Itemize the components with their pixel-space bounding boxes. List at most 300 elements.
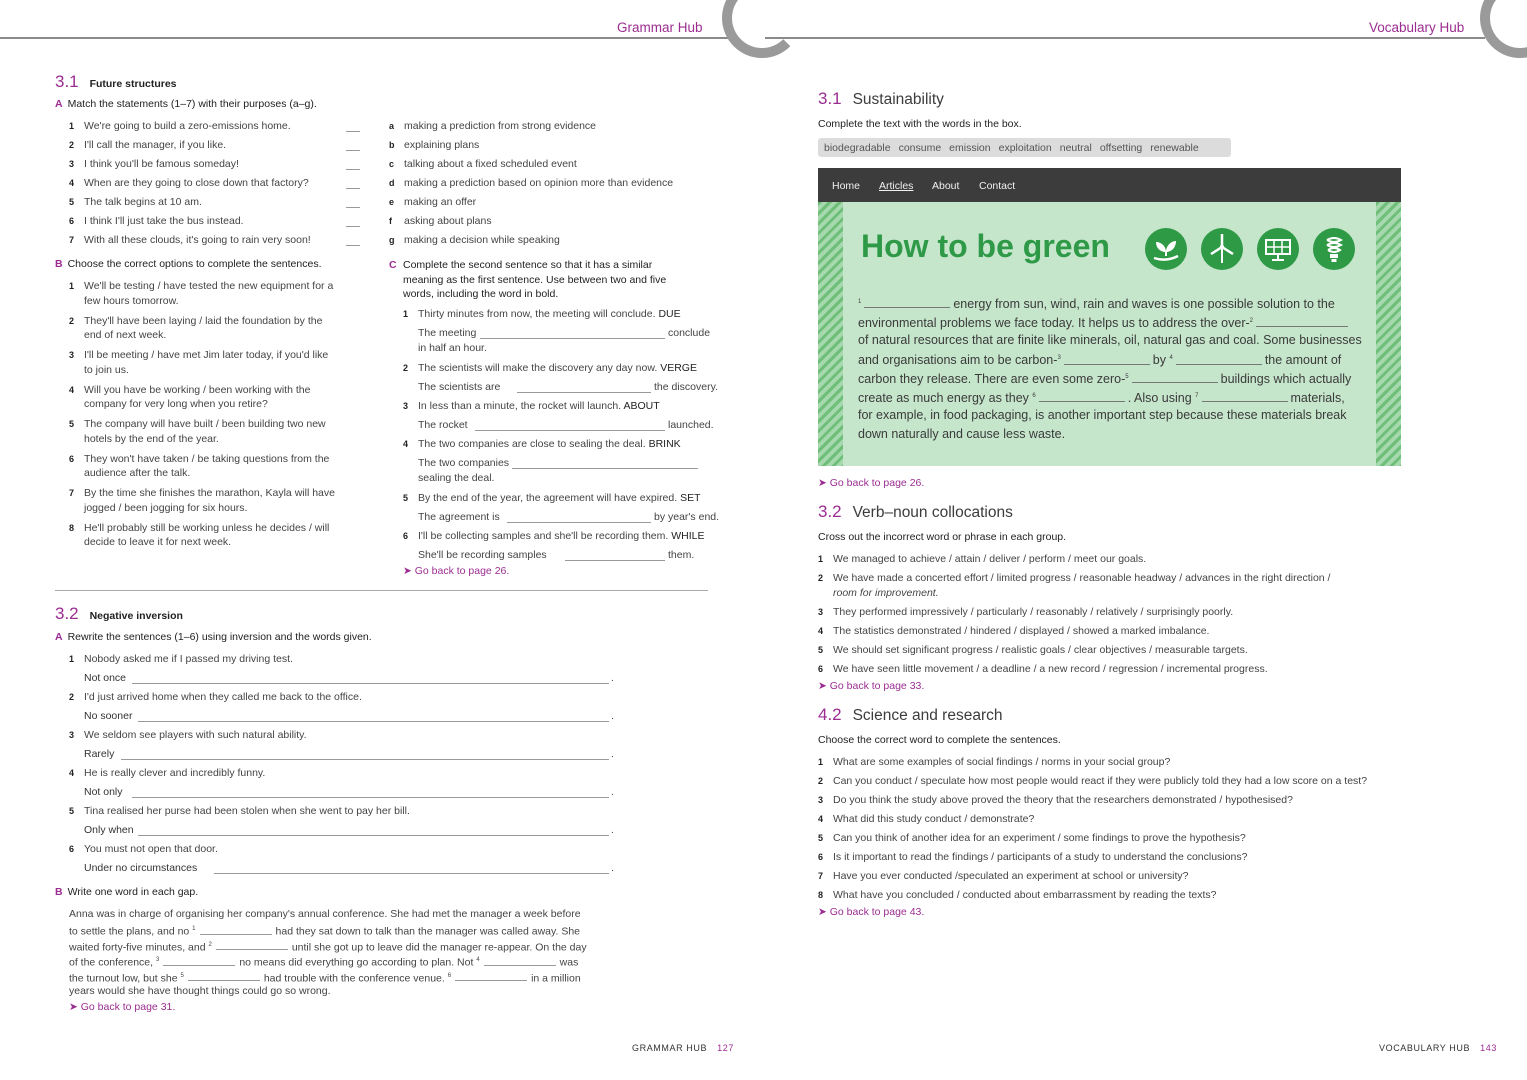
gap-blank[interactable] [188, 971, 260, 981]
transform-item [403, 307, 681, 322]
item-number: 5 [403, 493, 409, 503]
word-box-item: neutral [1059, 141, 1092, 154]
item-number: 6 [403, 531, 409, 541]
header-rule-left [0, 37, 735, 39]
second-sentence-start: She'll be recording samples [418, 549, 547, 561]
word-box [818, 138, 1231, 157]
item-text: Will you have be working / been working with the [84, 383, 311, 396]
item-number: 6 [818, 664, 824, 674]
gap-number: 2 [1249, 317, 1253, 324]
second-sentence-start: The two companies [418, 457, 510, 469]
item-text: The talk begins at 10 am. [84, 196, 202, 208]
grammar-hub-title: Grammar Hub [617, 20, 703, 35]
collocation-item-cont: room for improvement. [833, 587, 939, 599]
text-segment: the turnout low, but she [69, 972, 181, 985]
item-text: What are some examples of social findings / norms in your social group? [833, 756, 1171, 768]
item-text: When are they going to close down that factory? [84, 177, 309, 189]
item-number: 4 [403, 439, 409, 449]
item-number: 2 [818, 776, 824, 786]
key-word: ABOUT [623, 400, 660, 412]
key-word: VERGE [660, 362, 697, 374]
section-title: Science and research [852, 707, 1003, 724]
item-number: 8 [69, 522, 75, 533]
item-letter: a [389, 121, 395, 131]
science-item [818, 888, 1216, 903]
choice-item [69, 383, 310, 398]
section-divider [55, 590, 708, 591]
wind-turbine-icon [1201, 228, 1243, 270]
purpose-item [389, 176, 673, 191]
go-back-link-43[interactable]: ➤ Go back to page 43. [818, 906, 925, 918]
inversion-prompt: Under no circumstances [84, 862, 198, 874]
answer-blank[interactable] [121, 759, 609, 760]
inversion-item [69, 690, 362, 705]
purpose-item [389, 233, 560, 248]
answer-blank[interactable] [565, 560, 665, 561]
second-sentence-end: the discovery. [654, 381, 718, 393]
purpose-item [389, 119, 596, 134]
footer-right: VOCABULARY HUB 143 [1379, 1043, 1497, 1053]
item-text: asking about plans [404, 215, 492, 227]
item-text: By the time she finishes the marathon, Kayla will have [84, 487, 335, 499]
item-text: Is it important to read the findings / participants of a study to understand the conclusions? [833, 851, 1248, 863]
item-text: With all these clouds, it's going to rain very soon! [84, 234, 311, 246]
exercise-b-instruction: B Write one word in each gap. [55, 886, 199, 898]
item-letter: e [389, 197, 395, 207]
item-text: They performed impressively / particularly / reasonably / relatively / surprisingly poorly. [833, 606, 1234, 618]
second-sentence-end: by year's end. [654, 511, 720, 523]
item-number: 3 [818, 795, 824, 805]
section-number: 3.1 [818, 89, 842, 108]
item-text: We're going to build a zero-emissions home. [84, 120, 291, 132]
go-back-link-33[interactable]: ➤ Go back to page 33. [818, 680, 925, 692]
item-number: 4 [69, 384, 75, 395]
item-number: 3 [818, 607, 824, 617]
science-item [818, 774, 1367, 789]
go-back-link-31[interactable]: ➤ Go back to page 31. [69, 1001, 176, 1013]
hub-ring-right [1480, 0, 1527, 58]
section-title: Sustainability [852, 91, 944, 108]
item-number: 3 [403, 401, 409, 411]
item-text: I think you'll be famous someday! [84, 158, 239, 170]
answer-blank[interactable] [138, 721, 609, 722]
item-number: 6 [69, 844, 75, 854]
gap-number: 3 [155, 957, 160, 964]
header-rule-right [765, 37, 1485, 39]
text-segment: had trouble with the conference venue. [263, 972, 448, 985]
answer-blank[interactable] [346, 245, 360, 246]
item-number: 1 [818, 554, 824, 564]
text-segment: for example, in food packaging, is another important step because these materials break [858, 407, 1347, 422]
vocab-instruction: Complete the text with the words in the box. [818, 118, 1022, 130]
vocabulary-hub-title: Vocabulary Hub [1369, 20, 1465, 35]
text-segment: environmental problems we face today. It helps us to address the over- [858, 315, 1250, 330]
collocation-item [818, 552, 1146, 567]
article-line [858, 425, 1065, 444]
gap-blank[interactable] [1132, 371, 1218, 383]
answer-blank[interactable] [475, 430, 665, 431]
item-text: We managed to achieve / attain / deliver / perform / meet our goals. [833, 553, 1147, 565]
purpose-item [389, 195, 476, 210]
section-4-2-vocab-heading [818, 705, 1002, 725]
second-sentence-start: The meeting [418, 327, 477, 339]
purpose-item [389, 138, 479, 153]
answer-blank[interactable] [346, 150, 360, 151]
choice-item [69, 521, 329, 536]
text-segment: to settle the plans, and no [69, 925, 193, 938]
plant-hand-icon [1145, 228, 1187, 270]
article-line [858, 368, 1351, 389]
section-number: 3.2 [818, 502, 842, 521]
choice-item-cont: to join us. [84, 363, 129, 376]
transform-item [403, 437, 681, 452]
gap-number: 3 [1057, 355, 1061, 362]
vocab-instruction: Cross out the incorrect word or phrase in each group. [818, 531, 1067, 543]
item-letter: d [389, 178, 395, 188]
item-number: 6 [69, 453, 75, 464]
section-title: Future structures [89, 78, 177, 90]
text-segment: of natural resources that are finite like minerals, oil, natural gas and coal. Some businesses [858, 332, 1362, 347]
text-segment: by [1152, 353, 1170, 368]
choice-item-cont: audience after the talk. [84, 467, 191, 479]
transform-item [403, 491, 701, 506]
gap-number: 4 [1169, 355, 1173, 362]
item-number: 2 [69, 315, 75, 326]
hub-ring-left [722, 0, 802, 58]
item-number: 1 [69, 121, 75, 131]
word-box-item: exploitation [998, 141, 1052, 154]
statement-item [69, 119, 291, 134]
gap-blank[interactable] [200, 925, 272, 935]
answer-blank[interactable] [480, 338, 665, 339]
footer-left: GRAMMAR HUB 127 [632, 1043, 734, 1053]
full-stop: . [611, 748, 614, 760]
second-sentence-start: The rocket [418, 419, 468, 431]
item-number: 7 [69, 488, 75, 498]
statement-item [69, 176, 309, 191]
item-text: Thirty minutes from now, the meeting will conclude. [418, 308, 659, 320]
gap-blank[interactable] [1064, 353, 1150, 365]
item-text: explaining plans [404, 139, 480, 151]
statement-item [69, 138, 226, 153]
text-segment: carbon they release. There are even some zero- [858, 372, 1126, 387]
text-segment: and organisations aim to be carbon- [858, 353, 1058, 368]
science-item [818, 850, 1247, 865]
article-line [858, 331, 1362, 350]
gap-blank[interactable] [1256, 315, 1348, 327]
exercise-a-instruction: A Match the statements (1–7) with their purposes (a–g). [55, 98, 317, 110]
exercise-a-instruction: A Rewrite the sentences (1–6) using inversion and the words given. [55, 631, 372, 643]
statement-item [69, 233, 311, 248]
website-title: How to be green [861, 228, 1110, 264]
answer-blank[interactable] [346, 188, 360, 189]
inversion-item [69, 652, 293, 667]
item-text: making a decision while speaking [404, 234, 560, 246]
purpose-item [389, 157, 577, 172]
item-text: By the end of the year, the agreement will have expired. [418, 492, 681, 504]
answer-blank[interactable] [132, 683, 609, 684]
second-sentence-start: The agreement is [418, 511, 500, 523]
second-sentence-start: The scientists are [418, 381, 501, 393]
answer-blank[interactable] [346, 169, 360, 170]
answer-blank[interactable] [346, 131, 360, 132]
item-number: 3 [69, 159, 75, 169]
choice-item-cont: hotels by the end of the year. [84, 432, 219, 445]
statement-item [69, 214, 244, 229]
gap-number: 2 [208, 941, 212, 948]
item-text: We'll be testing / have tested the new equipment for a [84, 280, 334, 292]
text-segment: energy from sun, wind, rain and waves is one possible solution to the [953, 297, 1335, 312]
answer-blank[interactable] [517, 392, 651, 393]
gap-blank[interactable] [1176, 353, 1262, 365]
science-item [818, 831, 1246, 846]
item-text: I think I'll just take the bus instead. [84, 215, 244, 227]
item-letter: c [389, 159, 395, 169]
green-stripe-right [1376, 202, 1401, 466]
item-text: What have you concluded / conducted about embarrassment by reading the texts? [833, 889, 1217, 901]
website-nav-bar [818, 168, 1401, 202]
text-segment: create as much energy as they [858, 391, 1033, 406]
item-number: 4 [69, 178, 75, 188]
inversion-prompt: Not only [84, 786, 123, 798]
article-line [858, 349, 1341, 370]
gap-number: 5 [1125, 374, 1129, 381]
item-number: 1 [403, 309, 409, 319]
text-line [69, 907, 581, 922]
item-text: Can you think of another idea for an experiment / some findings to prove the hypothesis? [833, 832, 1246, 844]
text-segment: . Also using [1127, 391, 1196, 406]
answer-blank[interactable] [346, 226, 360, 227]
full-stop: . [611, 710, 614, 722]
gap-number: 5 [180, 972, 184, 979]
text-segment: materials, [1290, 391, 1345, 406]
statement-item [69, 157, 239, 172]
full-stop: . [611, 672, 614, 684]
item-number: 8 [818, 890, 824, 900]
item-text: We seldom see players with such natural ability. [84, 729, 307, 741]
answer-blank[interactable] [132, 797, 609, 798]
gap-number: 1 [192, 926, 196, 933]
item-text: The statistics demonstrated / hindered / displayed / showed a marked imbalance. [833, 625, 1210, 637]
text-segment: waited forty-five minutes, and [69, 941, 209, 954]
choice-item [69, 452, 329, 467]
section-3-2-vocab-heading [818, 502, 1013, 522]
item-number: 6 [818, 852, 824, 862]
gap-number: 6 [1032, 393, 1036, 399]
item-number: 5 [818, 645, 824, 655]
item-text: The scientists will make the discovery any day now. [418, 362, 661, 374]
word-box-item: offsetting [1099, 141, 1143, 154]
item-text: We have made a concerted effort / limited progress / reasonable headway / advances in the right direction / [833, 572, 1331, 584]
item-number: 5 [69, 419, 75, 429]
statement-item [69, 195, 202, 210]
light-bulb-icon [1313, 228, 1355, 270]
inversion-prompt: No sooner [84, 710, 133, 722]
item-number: 5 [818, 833, 824, 843]
science-item [818, 755, 1170, 770]
item-letter: g [389, 235, 395, 245]
item-text: making a prediction from strong evidence [404, 120, 597, 132]
gap-blank[interactable] [216, 940, 288, 950]
gap-number: 7 [1195, 393, 1199, 399]
text-segment: the amount of [1264, 353, 1342, 368]
item-text: He is really clever and incredibly funny. [84, 767, 266, 779]
article-line [858, 312, 1351, 333]
second-sentence-cont: sealing the deal. [418, 472, 495, 484]
item-number: 4 [818, 814, 824, 824]
item-text: talking about a fixed scheduled event [404, 158, 577, 170]
go-back-link-26-grammar[interactable]: ➤ Go back to page 26. [403, 565, 510, 577]
green-stripe-left [818, 202, 843, 466]
answer-blank[interactable] [138, 835, 609, 836]
inversion-item [69, 842, 218, 857]
article-line [858, 406, 1346, 425]
item-letter: f [389, 216, 392, 226]
key-word: WHILE [671, 530, 705, 542]
science-item [818, 869, 1188, 884]
gap-number: 1 [858, 299, 862, 305]
nav-home[interactable]: Home [832, 180, 861, 192]
solar-panel-icon [1257, 228, 1299, 270]
item-number: 3 [69, 350, 75, 360]
gap-blank[interactable] [163, 956, 235, 966]
word-box-item: emission [949, 141, 991, 154]
item-letter: b [389, 140, 395, 150]
item-number: 1 [69, 654, 75, 664]
second-sentence-end: launched. [668, 419, 714, 431]
text-segment: no means did everything go according to plan. Not [239, 956, 477, 969]
gap-number: 6 [447, 972, 452, 979]
article-line [858, 293, 1335, 314]
exercise-b-instruction: B Choose the correct options to complete the sentences. [55, 258, 322, 270]
item-text: Nobody asked me if I passed my driving test. [84, 653, 293, 665]
transform-item [403, 529, 705, 544]
website-mockup [818, 168, 1401, 466]
item-number: 5 [69, 197, 75, 207]
choice-item-cont: few hours tomorrow. [84, 294, 179, 307]
inversion-item [69, 766, 265, 781]
choice-item [69, 417, 326, 432]
item-number: 3 [69, 730, 75, 740]
transform-item [403, 361, 697, 376]
science-item [818, 793, 1293, 808]
item-text: making a prediction based on opinion more than evidence [404, 177, 674, 189]
text-segment: had they sat down to talk than the manager was called away. She [275, 925, 581, 938]
choice-item-cont: company for very long when you retire? [84, 398, 268, 410]
item-number: 5 [69, 806, 75, 816]
choice-item-cont: decide to leave it for next week. [84, 536, 232, 548]
full-stop: . [611, 824, 614, 836]
item-number: 2 [69, 140, 75, 150]
go-back-link-26-vocab[interactable]: ➤ Go back to page 26. [818, 477, 925, 489]
section-number: 4.2 [818, 705, 842, 724]
item-number: 2 [69, 692, 75, 702]
inversion-prompt: Only when [84, 824, 134, 836]
collocation-item [818, 624, 1209, 639]
word-box-item: consume [898, 141, 942, 154]
nav-about[interactable]: About [932, 180, 960, 192]
nav-contact[interactable]: Contact [979, 180, 1016, 192]
gap-blank[interactable] [1039, 390, 1125, 402]
gap-blank[interactable] [484, 956, 556, 966]
section-3-1-vocab-heading [818, 89, 944, 109]
key-word: DUE [658, 308, 681, 320]
answer-blank[interactable] [214, 873, 609, 874]
item-text: They won't have taken / be taking questions from the [84, 452, 330, 465]
section-title: Negative inversion [89, 610, 183, 622]
inversion-item [69, 728, 307, 743]
answer-blank[interactable] [512, 468, 698, 469]
section-3-2-grammar-heading [55, 604, 183, 624]
word-box-item: renewable [1150, 141, 1199, 154]
item-text: Do you think the study above proved the theory that the researchers demonstrated / hypothesised? [833, 794, 1293, 806]
collocation-item [818, 662, 1268, 677]
choice-item [69, 486, 335, 501]
purpose-item [389, 214, 492, 229]
second-sentence-cont: in half an hour. [418, 342, 487, 354]
item-number: 7 [818, 871, 824, 881]
item-number: 6 [69, 216, 75, 226]
collocation-item [818, 643, 1248, 658]
collocation-item [818, 605, 1233, 620]
item-number: 2 [403, 363, 409, 373]
second-sentence-end: them. [668, 549, 695, 561]
item-text: Have you ever conducted /speculated an experiment at school or university? [833, 870, 1189, 882]
item-text: I'll be meeting / have met Jim later today, if you'd like [84, 349, 329, 361]
section-3-1-grammar-heading [55, 72, 177, 92]
item-number: 1 [69, 281, 75, 291]
text-segment: Anna was in charge of organising her company's annual conference. She had met the manager a week before [69, 908, 581, 920]
inversion-prompt: Not once [84, 672, 127, 684]
text-segment: of the conference, [69, 956, 156, 969]
text-segment: years would she have thought things could go so wrong. [69, 985, 331, 997]
word-box-item: biodegradable [824, 141, 891, 154]
item-text: In less than a minute, the rocket will launch. [418, 400, 624, 412]
item-text: We should set significant progress / realistic goals / clear objectives / measurable targets. [833, 644, 1248, 656]
inversion-prompt: Rarely [84, 748, 115, 760]
second-sentence-end: conclude [668, 327, 711, 339]
item-text: Tina realised her purse had been stolen when she went to pay her bill. [84, 805, 410, 817]
nav-articles[interactable]: Articles [879, 180, 914, 192]
gap-blank[interactable] [455, 971, 527, 981]
item-number: 4 [69, 768, 75, 778]
text-segment: was [559, 956, 579, 969]
full-stop: . [611, 786, 614, 798]
text-segment: down naturally and cause less waste. [858, 426, 1066, 441]
science-item [818, 812, 1034, 827]
gap-blank[interactable] [864, 296, 950, 308]
answer-blank[interactable] [346, 207, 360, 208]
item-number: 1 [818, 757, 824, 767]
item-text: We have seen little movement / a deadline / a new record / regression / incremental progress. [833, 663, 1268, 675]
item-text: You must not open that door. [84, 843, 218, 855]
item-text: He'll probably still be working unless he decides / will [84, 521, 330, 534]
text-line [69, 984, 331, 999]
section-number: 3.1 [55, 72, 79, 91]
item-number: 2 [818, 573, 824, 583]
text-segment: until she got up to leave did the manager re-appear. On the day [291, 941, 587, 954]
item-text: I'll be collecting samples and she'll be recording them. [418, 530, 672, 542]
item-text: Can you conduct / speculate how most people would react if they were publicly told they had a low score on a test? [833, 775, 1368, 787]
gap-blank[interactable] [1202, 390, 1288, 402]
text-segment: buildings which actually [1220, 372, 1352, 387]
collocation-item [818, 571, 1330, 586]
item-number: 7 [69, 235, 75, 245]
section-title: Verb–noun collocations [852, 504, 1013, 521]
item-text: I'd just arrived home when they called me back to the office. [84, 691, 362, 703]
choice-item-cont: end of next week. [84, 329, 167, 341]
answer-blank[interactable] [507, 522, 651, 523]
